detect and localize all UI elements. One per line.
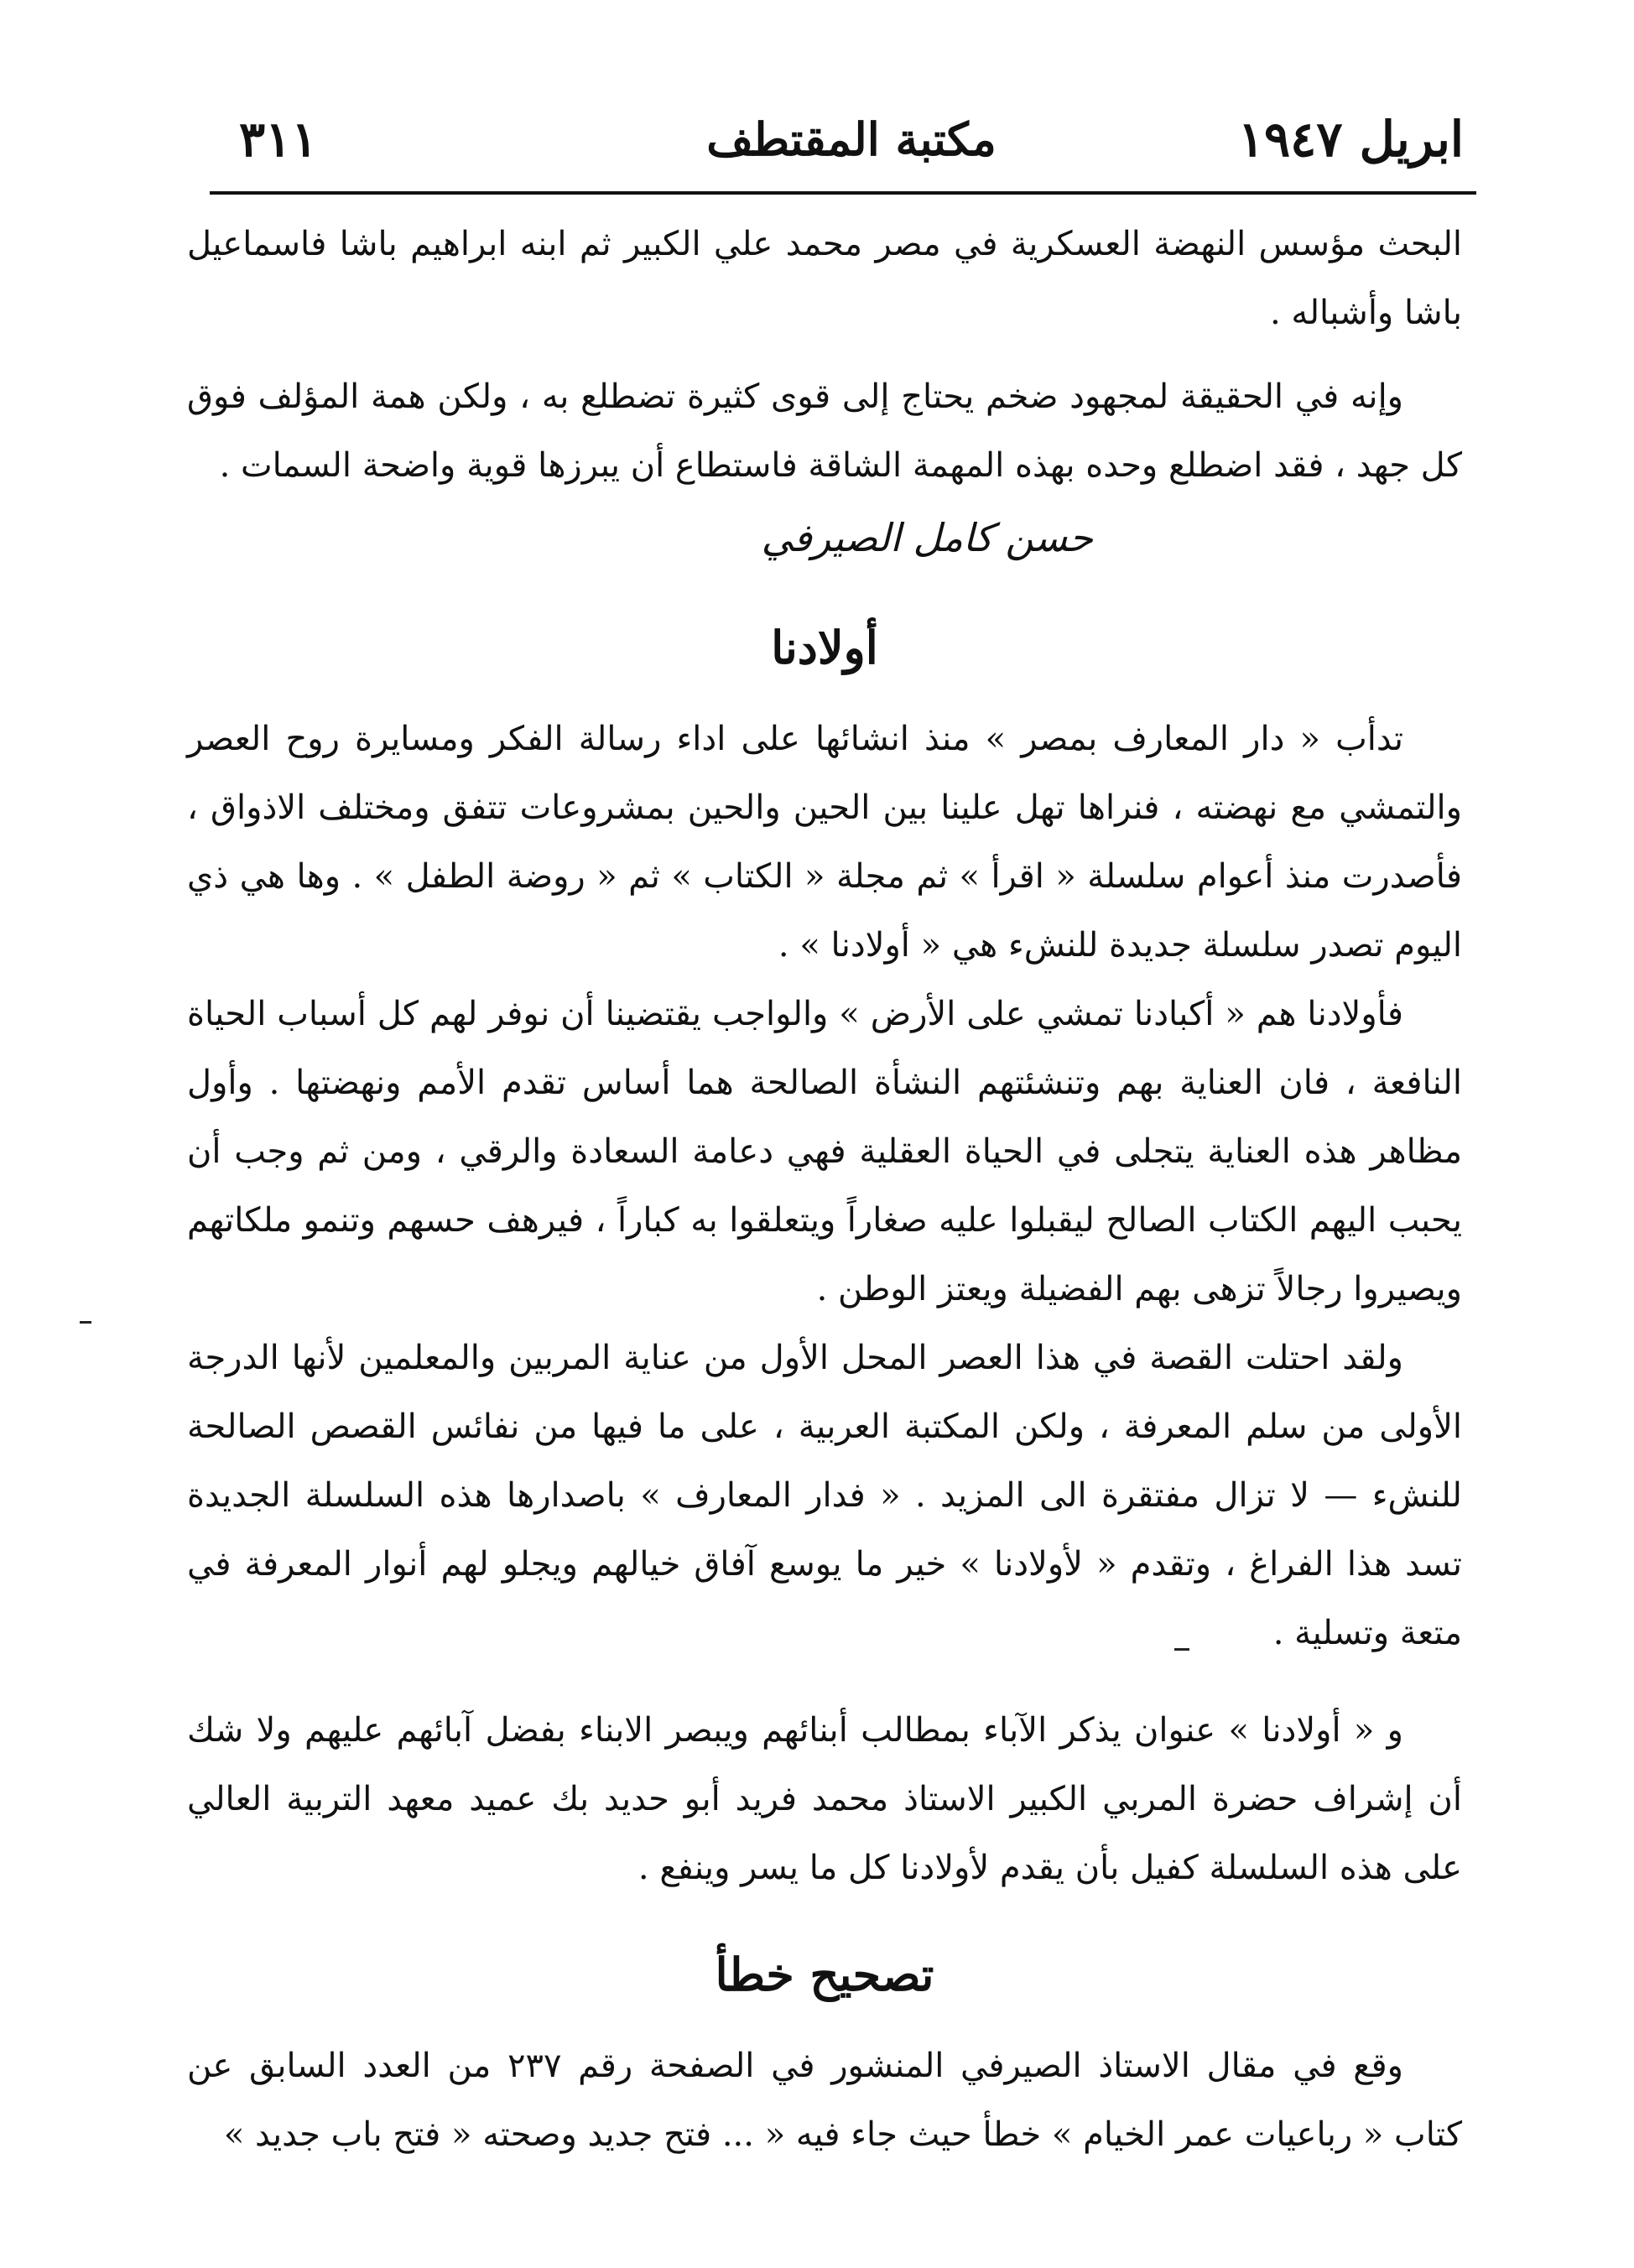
section-heading-awladuna: أولادنا <box>771 621 878 674</box>
awladuna-paragraph: فأولادنا هم « أكبادنا تمشي على الأرض » والواجب يقتضينا أن نوفر لهم كل أسباب الحياة النافعة ، فان العناية بهم وتنشئتهم النشأة الصالحة هما أساس تقدم الأمم ونهضتها . وأول مظاهر هذه العناية يتجلى في الحياة العقلية فهي دعامة السعادة والرقي ، ومن ثم وجب أن يحبب اليهم الكتاب الصالح ليقبلوا عليه صغاراً ويتعلقوا به كباراً ، فيرهف حسهم وتنمو ملكاتهم ويصيروا رجالاً تزهى بهم الفضيلة ويعتز الوطن . <box>187 995 1462 1308</box>
running-header <box>239 101 1464 185</box>
awladuna-paragraph: و « أولادنا » عنوان يذكر الآباء بمطالب أبنائهم ويبصر الابناء بفضل آبائهم عليهم ولا شك أن إشراف حضرة المربي الكبير الاستاذ محمد فريد أبو حديد بك عميد معهد التربية العالي على هذه السلسلة كفيل بأن يقدم لأولادنا كل ما يسر وينفع . <box>187 1711 1462 1887</box>
header-date: ابريل ١٩٤٧ <box>1237 111 1464 168</box>
journal-title: مكتبة المقتطف <box>706 112 997 166</box>
header-rule <box>210 191 1476 195</box>
awladuna-paragraph: ولقد احتلت القصة في هذا العصر المحل الأول من عناية المربين والمعلمين لأنها الدرجة الأولى من سلم المعرفة ، ولكن المكتبة العربية ، على ما فيها من نفائس القصص الصالحة للنشء — لا تزال مفتقرة الى المزيد . « فدار المعارف » باصدارها هذه السلسلة الجديدة تسد هذا الفراغ ، وتقدم « لأولادنا » خير ما يوسع آفاق خيالهم ويجلو لهم أنوار المعرفة في متعة وتسلية . <box>187 1339 1462 1652</box>
page-body <box>187 210 1462 2169</box>
section-heading-correction: تصحيح خطأ <box>715 1948 934 2001</box>
margin-mark <box>80 1321 91 1324</box>
intro-paragraph: البحث مؤسس النهضة العسكرية في مصر محمد علي الكبير ثم ابنه ابراهيم باشا فاسماعيل باشا وأشباله . <box>187 225 1462 332</box>
author-signature: حسن كامل الصيرفي <box>761 515 1093 560</box>
correction-paragraph: وقع في مقال الاستاذ الصيرفي المنشور في الصفحة رقم ٢٣٧ من العدد السابق عن كتاب « رباعيات عمر الخيام » خطأ حيث جاء فيه « ... فتح جديد وصحته « فتح باب جديد » <box>187 2047 1462 2154</box>
intro-paragraph: وإنه في الحقيقة لمجهود ضخم يحتاج إلى قوى كثيرة تضطلع به ، ولكن همة المؤلف فوق كل جهد ، فقد اضطلع وحده بهذه المهمة الشاقة فاستطاع أن يبرزها قوية واضحة السمات . <box>187 377 1462 485</box>
margin-mark <box>1174 1648 1189 1651</box>
awladuna-paragraph: تدأب « دار المعارف بمصر » منذ انشائها على اداء رسالة الفكر ومسايرة روح العصر والتمشي مع نهضته ، فنراها تهل علينا بين الحين والحين بمشروعات تتفق ومختلف الاذواق ، فأصدرت منذ أعوام سلسلة « اقرأ » ثم مجلة « الكتاب » ثم « روضة الطفل » . وها هي ذي اليوم تصدر سلسلة جديدة للنشء هي « أولادنا » . <box>187 720 1462 965</box>
page-number: ٣١١ <box>239 111 318 168</box>
